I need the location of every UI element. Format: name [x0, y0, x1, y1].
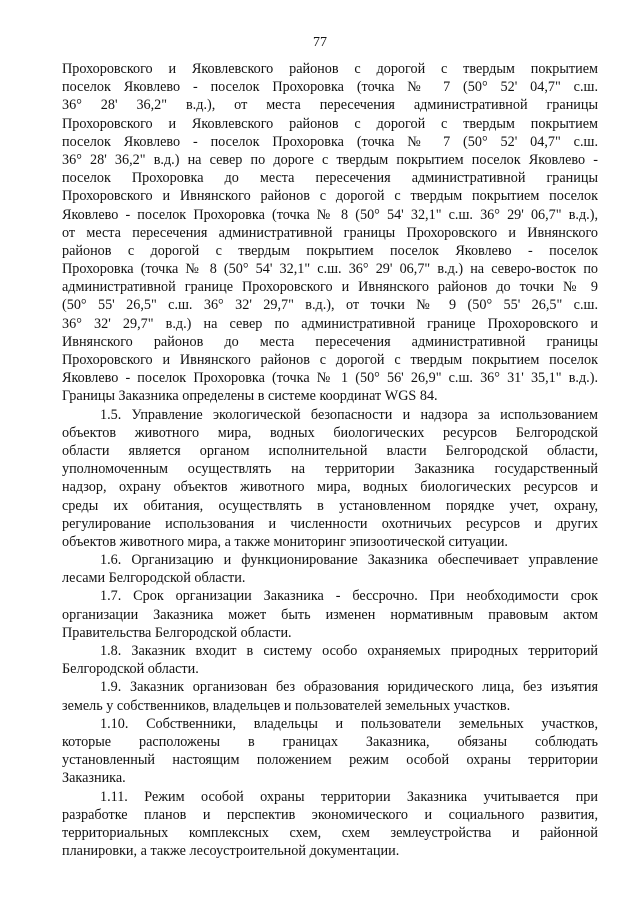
paragraph: [62, 406, 598, 552]
text-line: Белгородской области.: [62, 661, 199, 678]
text-line: лесами Белгородской области.: [62, 570, 246, 587]
text-line: 1.10. Собственники, владельцы и пользователи земельных участков,: [100, 715, 598, 732]
text-line: 1.6. Организацию и функционирование Заказника обеспечивает управление: [100, 552, 598, 569]
text-line: Прохоровского и Ивнянского районов с дорогой с твердым покрытием поселок: [62, 352, 598, 368]
text-line: 36° 28' 36,2" в.д.) на север по дороге с твердым покрытием поселок Яковлево -: [62, 151, 598, 168]
document-body: [62, 60, 598, 860]
paragraph: [62, 587, 598, 642]
text-line: Прохоровка (точка № 8 (50° 54' 32,1" с.ш. 36° 29' 06,7" в.д.) на северо-восток по: [62, 261, 598, 278]
text-line: объектов животного мира, водных биологических ресурсов Белгородской: [62, 424, 598, 441]
text-line: 36° 32' 29,7" в.д.) на север по административной границе Прохоровского и: [62, 315, 598, 332]
text-line: земель у собственников, владельцев и пользователей земельных участков.: [62, 697, 511, 714]
paragraph: [62, 788, 598, 861]
paragraph: [62, 551, 598, 587]
text-line: Яковлево - поселок Прохоровка (точка № 8 (50° 54' 32,1" с.ш. 36° 29' 06,7" в.д.),: [62, 206, 598, 223]
text-line: регулирование использования и численности охотничьих ресурсов и других: [62, 515, 598, 532]
text-line: Прохоровского и Яковлевского районов с дорогой с твердым покрытием: [62, 61, 598, 77]
text-line: (50° 55' 26,5" с.ш. 36° 32' 29,7" в.д.), от точки № 9 (50° 55' 26,5" с.ш.: [62, 297, 598, 314]
text-line: Яковлево - поселок Прохоровка (точка № 1 (50° 56' 26,9" с.ш. 36° 31' 35,1" в.д.).: [62, 370, 598, 387]
text-line: объектов животного мира, а также мониторинг эпизоотической ситуации.: [62, 533, 508, 550]
text-line: районов с дорогой с твердым покрытием поселок Яковлево - поселок: [62, 242, 598, 259]
paragraph: [62, 678, 598, 714]
text-line: среды их обитания, осуществлять в установленном порядке учет, охрану,: [62, 497, 598, 514]
text-line: области является органом исполнительной власти Белгородской области,: [62, 442, 598, 459]
text-line: Ивнянского районов до места пересечения административной границы: [62, 333, 598, 350]
text-line: от места пересечения административной границы Прохоровского и Ивнянского: [62, 224, 598, 241]
text-line: 1.9. Заказник организован без образования юридического лица, без изъятия: [100, 679, 598, 696]
text-line: которые расположены в границах Заказника, обязаны соблюдать: [62, 733, 598, 750]
text-line: 1.11. Режим особой охраны территории Заказника учитывается при: [100, 788, 598, 805]
text-line: надзор, охрану объектов животного мира, водных биологических ресурсов и: [62, 479, 598, 496]
text-line: организации Заказника может быть изменен нормативным правовым актом: [62, 606, 598, 623]
text-line: уполномоченным осуществлять на территории Заказника государственный: [62, 461, 598, 478]
text-line: разработке планов и перспектив экономического и социального развития,: [62, 806, 598, 823]
text-line: Заказника.: [62, 770, 126, 787]
text-line: административной границе Прохоровского и Ивнянского районов до точки № 9: [62, 279, 598, 296]
text-line: планировки, а также лесоустроительной документации.: [62, 843, 400, 860]
text-line: территориальных комплексных схем, схем землеустройства и районной: [62, 824, 598, 841]
text-line: 1.8. Заказник входит в систему особо охраняемых природных территорий: [100, 643, 598, 659]
text-line: поселок Яковлево - поселок Прохоровка (точка № 7 (50° 52' 04,7" с.ш.: [62, 133, 598, 150]
text-line: 1.5. Управление экологической безопасности и надзора за использованием: [100, 406, 598, 423]
text-line: поселок Прохоровка до места пересечения административной границы: [62, 170, 598, 187]
text-line: поселок Яковлево - поселок Прохоровка (точка № 7 (50° 52' 04,7" с.ш.: [62, 79, 598, 96]
text-line: Прохоровского и Яковлевского районов с дорогой с твердым покрытием: [62, 115, 598, 132]
paragraph: [62, 642, 598, 678]
text-line: Границы Заказника определены в системе координат WGS 84.: [62, 388, 438, 405]
text-line: 1.7. Срок организации Заказника - бессрочно. При необходимости срок: [100, 588, 598, 605]
page-number: 77: [313, 35, 327, 50]
paragraph: [62, 60, 598, 406]
text-line: Правительства Белгородской области.: [62, 624, 292, 641]
text-line: 36° 28' 36,2" в.д.), от места пересечения административной границы: [62, 97, 598, 114]
text-line: Прохоровского и Ивнянского районов с дорогой с твердым покрытием поселок: [62, 188, 598, 205]
text-line: установленный настоящим положением режим особой охраны территории: [62, 752, 598, 769]
paragraph: [62, 715, 598, 788]
